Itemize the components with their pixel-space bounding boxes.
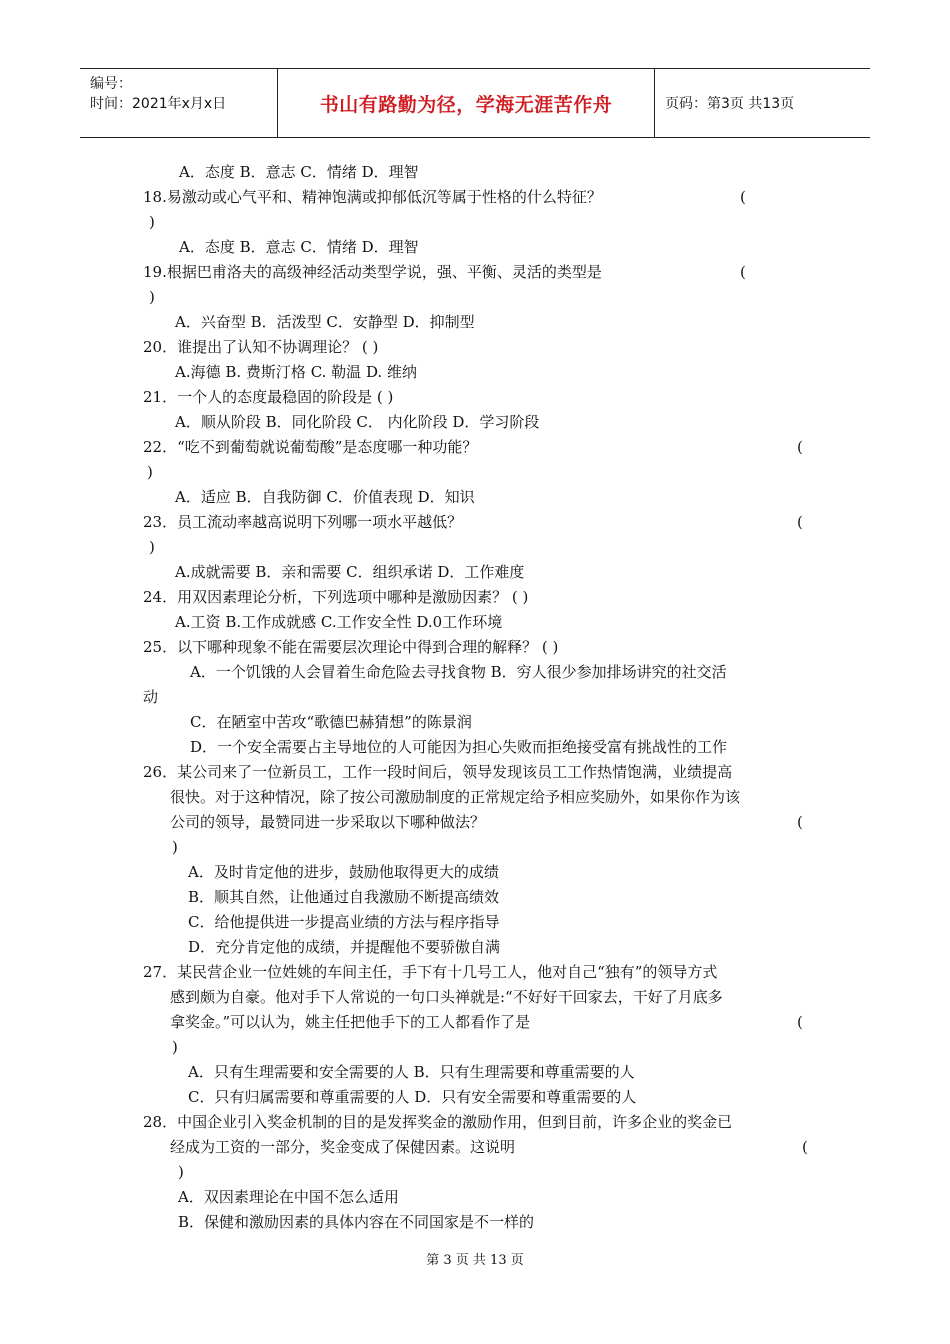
page-footer: 第 3 页 共 13 页 [426,1253,524,1268]
q25-option-ab: A．一个饥饿的人会冒着生命危险去寻找食物 B．穷人很少参加排场讲究的社交活 [190,663,727,681]
doc-date-label: 时间：2021年x月x日 [90,96,227,112]
answer-paren-close: ) [147,463,153,481]
q20-options: A.海德 B. 费斯汀格 C. 勒温 D. 维纳 [175,363,417,381]
q22-text: 22．“吃不到葡萄就说葡萄酸”是态度哪一种功能？ [143,438,478,456]
q25-option-b-cont: 动 [143,688,159,706]
answer-paren-close: ) [172,838,178,856]
q19-options: A．兴奋型 B．活泼型 C．安静型 D．抑制型 [175,313,475,331]
q22-options: A．适应 B．自我防御 C．价值表现 D．知识 [175,488,475,506]
answer-paren-open: ( [802,1138,808,1156]
answer-paren-close: ) [149,213,155,231]
q26-option-b: B．顺其自然，让他通过自我激励不断提高绩效 [188,888,500,906]
answer-paren-close: ) [149,538,155,556]
motto: 书山有路勤为径，学海无涯苦作舟 [319,93,613,116]
header-meta [80,69,278,137]
answer-paren-open: ( [740,263,746,281]
q28-option-a: A．双因素理论在中国不怎么适用 [178,1188,399,1206]
q28-text-1: 28．中国企业引入奖金机制的目的是发挥奖金的激励作用，但到目前，许多企业的奖金已 [143,1113,733,1131]
q27-text-2: 感到颇为自豪。他对手下人常说的一句口头禅就是:“不好好干回家去，干好了月底多 [170,988,723,1006]
answer-paren-close: ) [149,288,155,306]
q24-options: A.工资 B.工作成就感 C.工作安全性 D.0工作环境 [175,613,503,631]
q19-text: 19.根据巴甫洛夫的高级神经活动类型学说，强、平衡、灵活的类型是 [143,263,602,281]
doc-number-label: 编号： [90,76,132,92]
answer-paren-open: ( [797,813,803,831]
q25-text: 25．以下哪种现象不能在需要层次理论中得到合理的解释？ ( ) [143,638,559,656]
q25-option-d: D．一个安全需要占主导地位的人可能因为担心失败而拒绝接受富有挑战性的工作 [190,738,728,756]
q26-text-3: 公司的领导，最赞同进一步采取以下哪种做法？ [170,813,486,831]
page-header [80,68,870,138]
q26-option-a: A．及时肯定他的进步，鼓励他取得更大的成绩 [188,863,499,881]
q26-option-c: C．给他提供进一步提高业绩的方法与程序指导 [188,913,500,931]
page-indicator: 页码：第3页 共13页 [665,96,795,112]
q21-options: A．顺从阶段 B．同化阶段 C． 内化阶段 D．学习阶段 [175,413,540,431]
q26-option-d: D．充分肯定他的成绩，并提醒他不要骄傲自满 [188,938,501,956]
answer-paren-close: ) [172,1038,178,1056]
q24-text: 24．用双因素理论分析，下列选项中哪种是激励因素？ ( ) [143,588,529,606]
q27-text-1: 27．某民营企业一位姓姚的车间主任，手下有十几号工人，他对自己“独有”的领导方式 [143,963,718,981]
q18-text: 18.易激动或心气平和、精神饱满或抑郁低沉等属于性格的什么特征？ [143,188,602,206]
q20-text: 20．谁提出了认知不协调理论？ ( ) [143,338,379,356]
q26-text-1: 26．某公司来了一位新员工，工作一段时间后，领导发现该员工工作热情饱满，业绩提高 [143,763,733,781]
q23-options: A.成就需要 B．亲和需要 C．组织承诺 D．工作难度 [175,563,525,581]
q27-option-cd: C．只有归属需要和尊重需要的人 D．只有安全需要和尊重需要的人 [188,1088,637,1106]
q27-text-3: 拿奖金。”可以认为，姚主任把他手下的工人都看作了是 [170,1013,531,1031]
answer-paren-open: ( [797,513,803,531]
q25-option-c: C．在陋室中苦攻“歌德巴赫猜想”的陈景润 [190,713,472,731]
q28-text-2: 经成为工资的一部分，奖金变成了保健因素。这说明 [170,1138,516,1156]
answer-paren-open: ( [797,438,803,456]
answer-paren-open: ( [797,1013,803,1031]
header-motto-cell [278,69,655,137]
q23-text: 23．员工流动率越高说明下列哪一项水平越低？ [143,513,463,531]
q26-text-2: 很快。对于这种情况，除了按公司激励制度的正常规定给予相应奖励外，如果你作为该 [170,788,741,806]
q28-option-b: B．保健和激励因素的具体内容在不同国家是不一样的 [178,1213,535,1231]
q21-text: 21．一个人的态度最稳固的阶段是 ( ) [143,388,394,406]
answer-paren-close: ) [178,1163,184,1181]
q27-option-ab: A．只有生理需要和安全需要的人 B．只有生理需要和尊重需要的人 [188,1063,635,1081]
answer-paren-open: ( [740,188,746,206]
q17-options: A．态度 B．意志 C．情绪 D．理智 [179,163,419,181]
q18-options: A．态度 B．意志 C．情绪 D．理智 [179,238,419,256]
header-page-cell [655,69,870,137]
